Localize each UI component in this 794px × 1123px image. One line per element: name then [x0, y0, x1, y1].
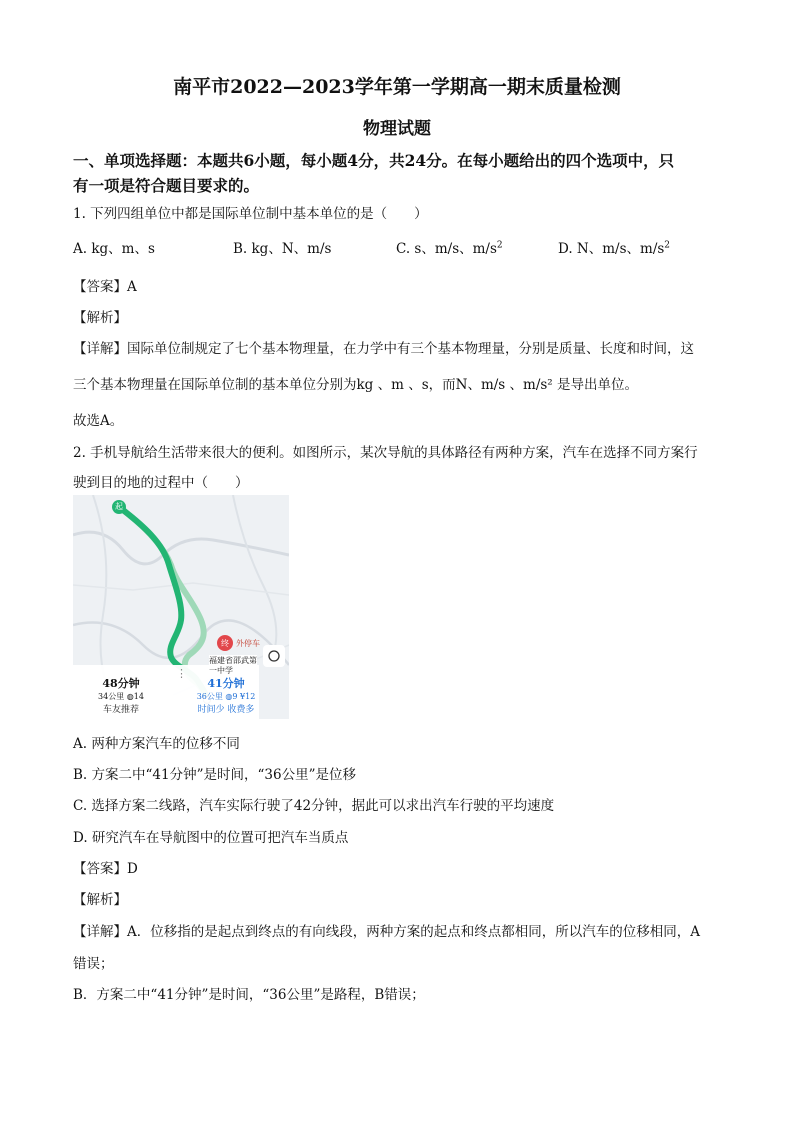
q2-answer: 【答案】D — [73, 861, 138, 877]
end-name: 外停车 — [236, 639, 260, 648]
plan1-card[interactable] — [91, 675, 151, 715]
navigation-map-figure — [73, 495, 289, 719]
q2-option-b: B. 方案二中“41分钟”是时间，“36公里”是位移 — [73, 767, 356, 783]
q2-detail-line3: B．方案二中“41分钟”是时间，“36公里”是路程，B错误； — [73, 987, 425, 1003]
destination-name-line2: 一中学 — [209, 666, 233, 675]
plan2-card[interactable] — [191, 675, 261, 715]
end-label: 终 — [221, 639, 229, 648]
q2-option-a: A. 两种方案汽车的位移不同 — [73, 736, 240, 752]
destination-name-line1: 福建省邵武第 — [209, 656, 257, 665]
q1-option-c: C. s、m/s、$m/s^2$ — [396, 240, 503, 257]
plan1-tag: 车友推荐 — [102, 705, 139, 715]
q2-option-d: D. 研究汽车在导航图中的位置可把汽车当质点 — [73, 830, 349, 846]
q2-analysis-tag: 【解析】 — [73, 892, 127, 908]
q2-stem-line1: 2. 手机导航给生活带来很大的便利。如图所示，某次导航的具体路径有两种方案，汽车在选择不同方案行 — [73, 445, 698, 461]
q1-option-d: D. N、m/s、$m/s^2$ — [558, 240, 671, 257]
q2-stem-line2: 驶到目的地的过程中（ ） — [73, 475, 249, 491]
plan2-time: 41分钟 — [207, 677, 245, 690]
q2-option-c: C. 选择方案二线路，汽车实际行驶了42分钟，据此可以求出汽车行驶的平均速度 — [73, 798, 555, 814]
q2-detail-line2: 错误； — [73, 956, 114, 972]
q1-option-b: B. kg、N、m/s — [233, 241, 332, 257]
start-label: 起 — [115, 502, 123, 511]
q2-detail-line1: 【详解】A．位移指的是起点到终点的有向线段，两种方案的起点和终点都相同，所以汽车的位移相同，A — [73, 924, 700, 940]
q1-detail-line1: 【详解】国际单位制规定了七个基本物理量，在力学中有三个基本物理量，分别是质量、长度和时间，这 — [73, 341, 694, 357]
q1-option-a: A. kg、m、s — [73, 241, 155, 257]
plan1-info: 34公里 ◍14 — [98, 692, 144, 701]
q1-analysis-tag: 【解析】 — [73, 310, 127, 326]
q1-detail-line2: 三个基本物理量在国际单位制的基本单位分别为kg 、m 、s，而N、m/s 、m/s² 是导出单位。 — [73, 377, 638, 393]
section-heading-line2: 有一项是符合题目要求的。 — [73, 176, 260, 195]
q1-detail-line3: 故选A。 — [73, 413, 124, 429]
q1-stem: 1. 下列四组单位中都是国际单位制中基本单位的是（ ） — [73, 206, 428, 222]
more-icon[interactable]: ⋮ — [176, 667, 187, 680]
section-heading-line1: 一、单项选择题：本题共6小题，每小题4分，共24分。在每小题给出的四个选项中，只 — [73, 151, 675, 170]
page-subtitle: 物理试题 — [363, 119, 431, 139]
plan2-tag: 时间少 收费多 — [197, 705, 255, 715]
plan2-info: 36公里 ◍9 ¥12 — [196, 692, 256, 701]
plan1-time: 48分钟 — [102, 677, 140, 690]
q1-answer: 【答案】A — [73, 279, 137, 295]
page-title: 南平市2022—2023学年第一学期高一期末质量检测 — [173, 76, 621, 98]
